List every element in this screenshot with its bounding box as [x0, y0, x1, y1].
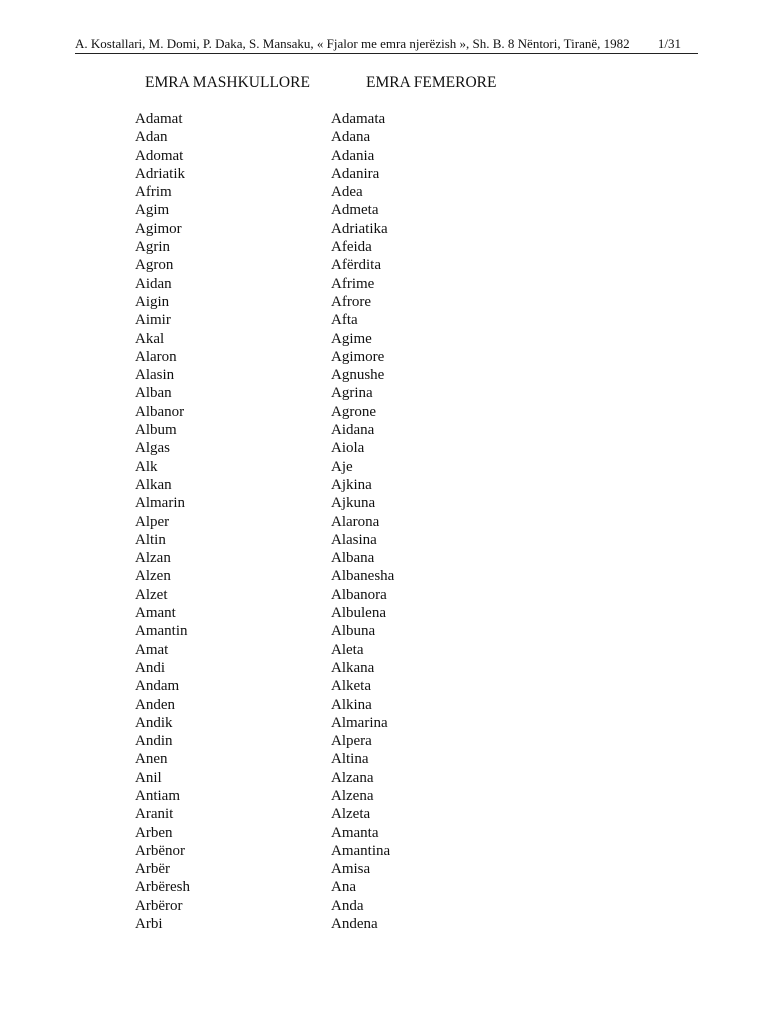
male-name-item: Arbëror — [135, 897, 183, 914]
male-name-item: Anden — [135, 696, 175, 713]
female-name-item: Albana — [331, 550, 375, 567]
female-name-item: Alarona — [331, 513, 380, 530]
female-name-item: Alasina — [331, 531, 377, 548]
male-name-item: Aranit — [135, 806, 174, 823]
female-name-item: Afeida — [331, 239, 372, 256]
female-name-item: Adana — [331, 129, 371, 146]
male-names-heading: EMRA MASHKULLORE — [145, 74, 310, 91]
female-name-item: Albanora — [331, 586, 387, 603]
female-name-item: Adriatika — [331, 220, 388, 237]
male-name-item: Andi — [135, 659, 165, 676]
male-name-item: Alzet — [135, 586, 168, 603]
male-name-item: Agron — [135, 257, 174, 274]
female-name-item: Alpera — [331, 733, 372, 750]
female-name-item: Albanesha — [331, 568, 395, 585]
male-name-item: Agim — [135, 202, 170, 219]
male-name-item: Alzen — [135, 568, 171, 585]
female-name-item: Ajkina — [331, 476, 372, 493]
male-name-item: Albanor — [135, 403, 185, 420]
female-name-item: Adanira — [331, 165, 380, 182]
male-name-item: Almarin — [135, 495, 185, 512]
male-name-item: Alasin — [135, 367, 175, 384]
female-names-heading: EMRA FEMERORE — [366, 74, 497, 91]
female-name-item: Altina — [331, 751, 369, 768]
page-number: 1/31 — [657, 36, 681, 51]
male-name-item: Arbi — [135, 916, 163, 933]
male-name-item: Anen — [135, 751, 168, 768]
male-name-item: Anil — [135, 769, 162, 786]
female-name-item: Anda — [331, 897, 364, 914]
male-name-item: Algas — [135, 440, 170, 457]
female-name-item: Alkina — [331, 696, 372, 713]
male-name-item: Arbënor — [135, 842, 185, 859]
female-name-item: Aiola — [331, 440, 365, 457]
female-name-item: Admeta — [331, 202, 379, 219]
female-name-item: Andena — [331, 916, 378, 933]
male-name-item: Arben — [135, 824, 173, 841]
male-name-item: Alper — [135, 513, 170, 530]
female-name-item: Ajkuna — [331, 495, 376, 512]
female-name-item: Aidana — [331, 422, 375, 439]
female-name-item: Amanta — [331, 824, 379, 841]
male-name-item: Antiam — [135, 787, 180, 804]
male-name-item: Adan — [135, 129, 168, 146]
female-name-item: Adania — [331, 147, 375, 164]
female-name-item: Adamata — [331, 111, 386, 127]
male-name-item: Agrin — [135, 239, 170, 256]
male-name-item: Altin — [135, 531, 166, 548]
male-name-item: Adriatik — [135, 165, 185, 182]
male-names-list — [135, 110, 190, 933]
female-name-item: Afrime — [331, 275, 375, 292]
male-name-item: Amat — [135, 641, 169, 658]
female-name-item: Alketa — [331, 678, 371, 695]
female-name-item: Albuna — [331, 623, 376, 640]
female-name-item: Afërdita — [331, 257, 381, 274]
female-name-item: Alzeta — [331, 806, 371, 823]
male-name-item: Afrim — [135, 184, 172, 201]
citation-text: A. Kostallari, M. Domi, P. Daka, S. Mansaku, « Fjalor me emra njerëzish », Sh. B. 8 Nëntori, Tiranë, 1982 — [75, 36, 630, 51]
female-names-list — [331, 110, 394, 933]
female-name-item: Agrina — [331, 385, 373, 402]
female-name-item: Agimore — [331, 348, 385, 365]
male-name-item: Andik — [135, 714, 173, 731]
female-name-item: Afta — [331, 312, 358, 329]
male-name-item: Arbëresh — [135, 879, 190, 896]
page-header — [75, 36, 698, 54]
male-name-item: Alban — [135, 385, 172, 402]
male-name-item: Alkan — [135, 476, 172, 493]
female-name-item: Albulena — [331, 605, 386, 622]
male-name-item: Agimor — [135, 220, 182, 237]
male-name-item: Adamat — [135, 111, 183, 127]
male-name-item: Andam — [135, 678, 180, 695]
female-name-item: Agime — [331, 330, 372, 347]
female-name-item: Alzena — [331, 787, 374, 804]
male-name-item: Alk — [135, 458, 158, 475]
male-name-item: Andin — [135, 733, 173, 750]
female-name-item: Adea — [331, 184, 363, 201]
male-name-item: Aimir — [135, 312, 171, 329]
female-name-item: Afrore — [331, 293, 371, 310]
male-name-item: Alaron — [135, 348, 177, 365]
male-name-item: Album — [135, 422, 177, 439]
female-name-item: Alzana — [331, 769, 374, 786]
male-name-item: Arbër — [135, 861, 170, 878]
male-name-item: Amantin — [135, 623, 188, 640]
male-name-item: Aigin — [135, 293, 170, 310]
female-name-item: Aje — [331, 458, 353, 475]
female-name-item: Ana — [331, 879, 356, 896]
female-name-item: Amantina — [331, 842, 391, 859]
female-name-item: Agrone — [331, 403, 376, 420]
male-name-item: Amant — [135, 605, 176, 622]
female-name-item: Alkana — [331, 659, 375, 676]
female-name-item: Agnushe — [331, 367, 385, 384]
male-name-item: Alzan — [135, 550, 171, 567]
male-name-item: Adomat — [135, 147, 184, 164]
female-name-item: Almarina — [331, 714, 388, 731]
male-name-item: Akal — [135, 330, 165, 347]
female-name-item: Amisa — [331, 861, 371, 878]
female-name-item: Aleta — [331, 641, 364, 658]
male-name-item: Aidan — [135, 275, 172, 292]
